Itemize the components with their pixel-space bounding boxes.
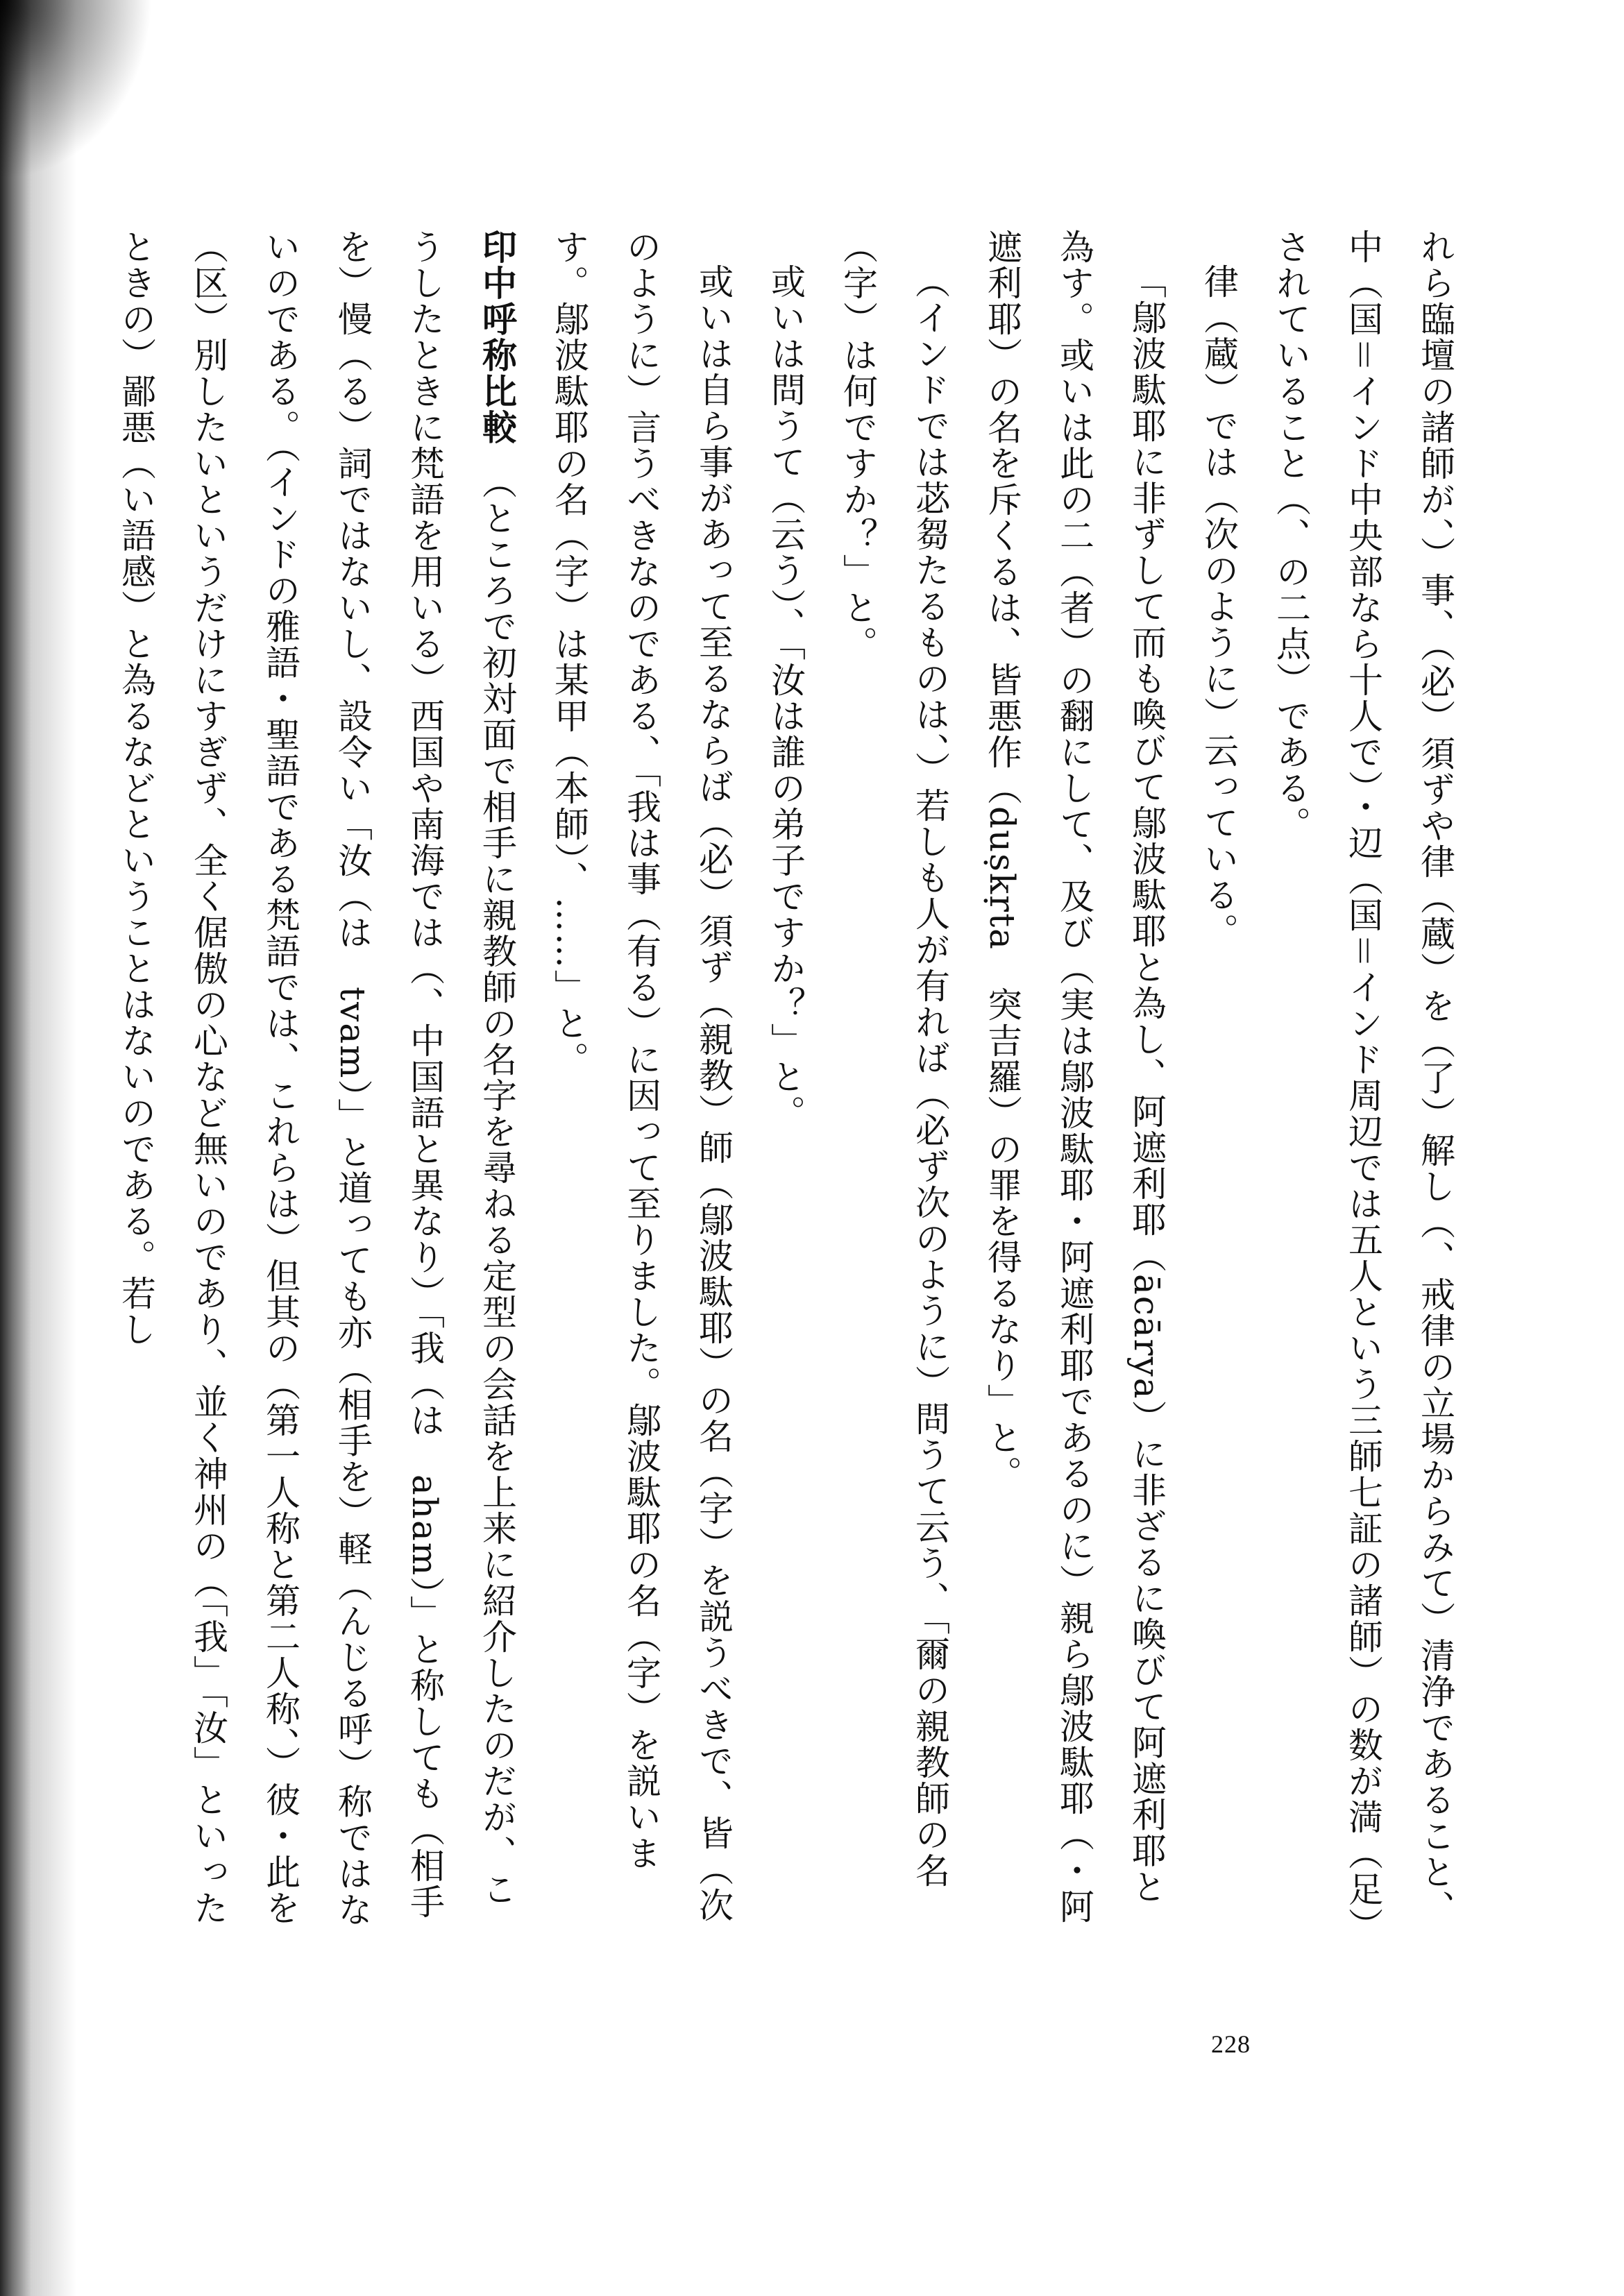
paragraph: 或いは自ら事があって至るならば（必）須ず（親教）師（鄔波駄耶）の名（字）を説うべきで、皆（次のように）言うべきなのである、「我は事（有る）に因って至りました。鄔波駄耶の名（字）を説います。鄔波駄耶の名（字）は某甲（本師）、……」と。 [549, 229, 734, 1923]
paragraph: （インドでは苾芻たるものは、）若しも人が有れば（必ず次のように）問うて云う、「爾の親教師の名（字）は何ですか？」と。 [838, 229, 950, 1889]
paragraph [100, 229, 533, 1936]
paragraph-body: （ところで初対面で相手に親教師の名字を尋ねる定型の会話を上来に紹介したのだが、こうしたときに梵語を用いる）西国や南海では（、中国語と異なり）「我（は aham）」と称しても（相手を）慢（る）詞ではないし、設令い「汝（は tvam）」と道っても亦（相手を）軽（んじる呼）称ではないのである。（インドの雅語・聖語である梵語では、これらは）但其の（第一人称と第二人称、）彼・此を（区）別したいというだけにすぎず、全く倨傲の心など無いのであり、並く神州の（「我」「汝」といったときの）鄙悪（い語感）と為るなどということはないのである。若し [116, 229, 517, 1928]
page-number: 228 [1211, 2030, 1251, 2058]
paragraph: 律（蔵）では（次のように）云っている。 [1199, 264, 1239, 949]
paragraph: 「鄔波駄耶に非ずして而も喚びて鄔波駄耶と為し、阿遮利耶（ācārya）に非ざるに喚びて阿遮利耶と為す。或いは此の二（者）の翻にして、及び（実は鄔波駄耶・阿遮利耶であるのに）親ら鄔波駄耶（・阿遮利耶）の名を斥くるは、皆悪作（duṣkṛta 突吉羅）の罪を得るなり」と。 [982, 229, 1167, 1925]
vertical-text-body [83, 229, 1471, 1936]
section-heading: 印中呼称比較 [477, 229, 517, 445]
scan-edge-shadow [0, 0, 83, 2296]
paragraph: れら臨壇の諸師が、）事、（必）須ずや律（蔵）を（了）解し（、戒律の立場からみて）清浄であること、中（国＝インド中央部なら十人で）・辺（国＝インド周辺では五人という三師七証の諸師）の数が満（足）されていること（、の二点）である。 [1271, 229, 1455, 1926]
scan-corner-shadow [0, 0, 153, 180]
paragraph: 或いは問うて（云う）、「汝は誰の弟子ですか？」と。 [766, 264, 806, 1131]
